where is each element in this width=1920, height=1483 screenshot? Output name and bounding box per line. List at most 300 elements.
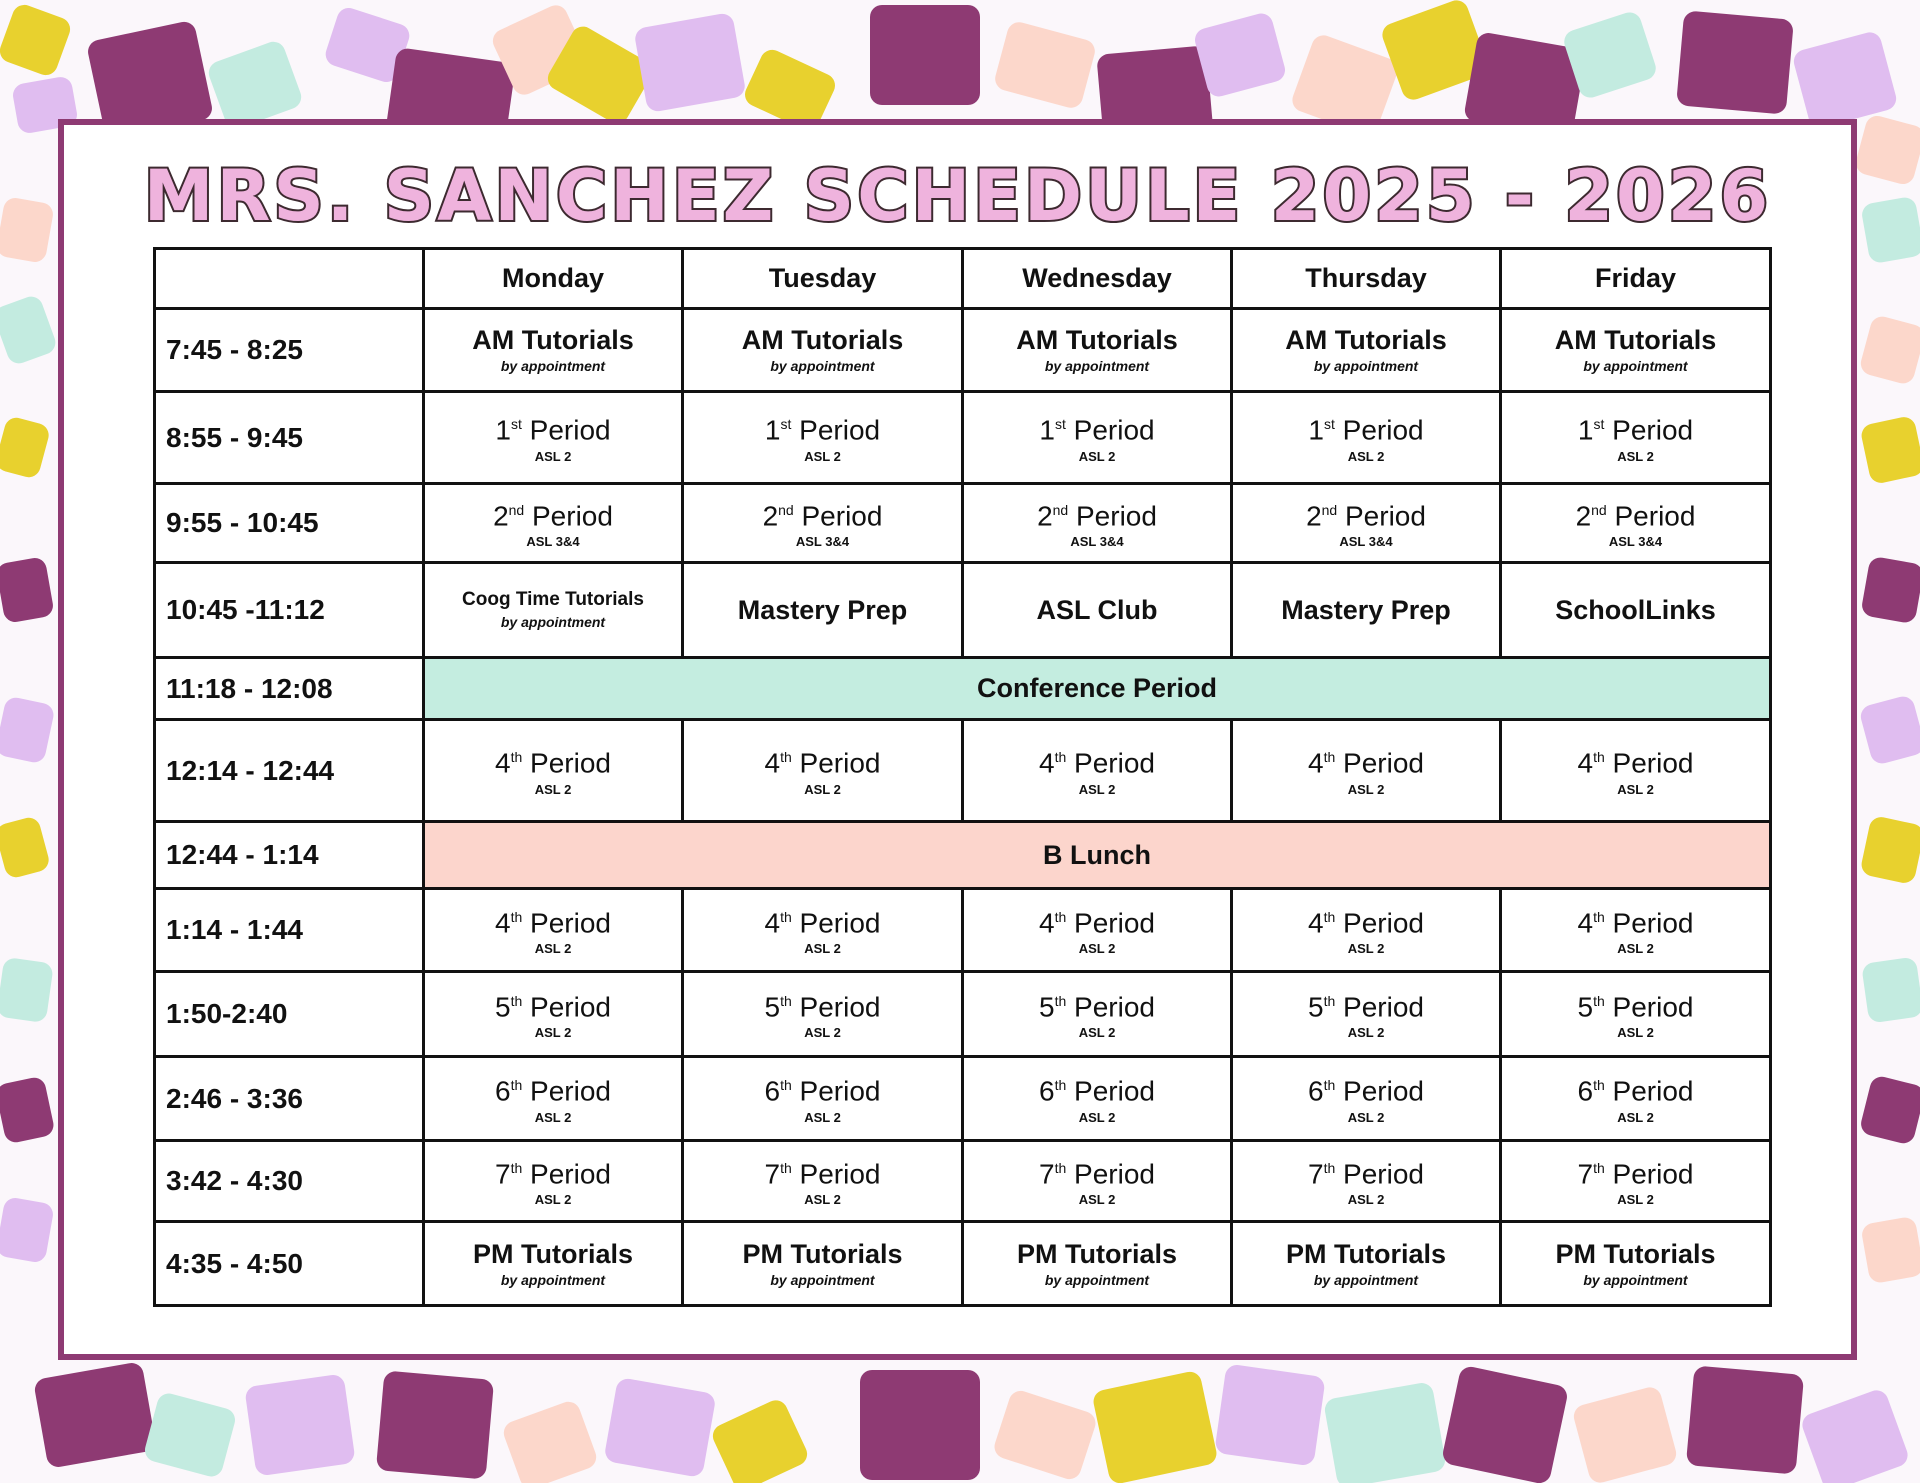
period-label xyxy=(425,1152,681,1190)
confetti-shape xyxy=(0,957,54,1023)
ordinal-suffix: th xyxy=(780,908,792,925)
confetti-shape xyxy=(1859,815,1920,885)
course-label: ASL 2 xyxy=(1347,1192,1385,1208)
period-word: Period xyxy=(1074,991,1155,1023)
period-number: 4 xyxy=(1308,907,1324,939)
confetti-shape xyxy=(870,5,980,105)
period-label xyxy=(964,494,1230,532)
period-label xyxy=(1502,901,1769,939)
period-word: Period xyxy=(1612,907,1694,939)
period-word: Period xyxy=(530,1075,611,1107)
period-word: Period xyxy=(1612,991,1694,1023)
class-cell xyxy=(424,889,683,972)
period-label xyxy=(964,408,1230,446)
class-cell xyxy=(1501,720,1771,822)
period-number: 4 xyxy=(1577,747,1594,779)
activity-label: PM Tutorials xyxy=(1285,1238,1446,1269)
confetti-shape xyxy=(1571,1385,1679,1483)
period-label xyxy=(964,741,1230,779)
period-number: 6 xyxy=(1039,1075,1055,1107)
confetti-shape xyxy=(1676,10,1794,114)
period-number: 5 xyxy=(1039,991,1055,1023)
class-cell xyxy=(424,563,683,658)
period-label xyxy=(684,408,961,446)
class-cell xyxy=(1232,1057,1501,1141)
activity-label: AM Tutorials xyxy=(1016,325,1178,355)
class-cell xyxy=(1501,563,1771,658)
schedule-row xyxy=(155,658,1771,720)
ordinal-suffix: th xyxy=(510,749,523,766)
activity-label: AM Tutorials xyxy=(1285,325,1447,355)
confetti-shape xyxy=(991,1388,1098,1482)
class-cell xyxy=(1232,1141,1501,1222)
course-label: ASL 2 xyxy=(534,448,572,464)
course-label: ASL 2 xyxy=(1078,448,1116,464)
period-label xyxy=(1233,901,1499,939)
ordinal-suffix: th xyxy=(780,1159,792,1176)
course-label: ASL 3&4 xyxy=(1608,534,1663,550)
day-header-wednesday: Wednesday xyxy=(963,249,1232,309)
period-word: Period xyxy=(1074,1075,1155,1107)
ordinal-suffix: th xyxy=(780,1077,792,1094)
ordinal-suffix: st xyxy=(510,416,522,433)
ordinal-suffix: st xyxy=(780,416,792,433)
period-number: 1 xyxy=(1039,414,1055,446)
period-number: 1 xyxy=(495,414,511,446)
period-number: 4 xyxy=(1577,907,1594,939)
appointment-note: by appointment xyxy=(500,1271,606,1288)
schedule-row xyxy=(155,822,1771,889)
course-label: ASL 2 xyxy=(534,781,572,797)
activity-label: Mastery Prep xyxy=(737,595,908,625)
ordinal-suffix: st xyxy=(1054,416,1066,433)
course-label: ASL 2 xyxy=(534,1025,572,1041)
course-label: ASL 3&4 xyxy=(795,534,850,550)
period-word: Period xyxy=(529,414,611,446)
period-word: Period xyxy=(801,500,883,532)
period-label xyxy=(684,741,961,779)
period-number: 5 xyxy=(1308,991,1324,1023)
period-label xyxy=(425,494,681,532)
schedule-row xyxy=(155,392,1771,484)
activity-label: PM Tutorials xyxy=(472,1238,633,1269)
confetti-shape xyxy=(142,1391,237,1479)
period-label xyxy=(684,985,961,1023)
conference-period-band: Conference Period xyxy=(424,658,1771,720)
period-label xyxy=(425,1069,681,1107)
appointment-note: by appointment xyxy=(770,1271,875,1288)
class-cell xyxy=(1501,889,1771,972)
confetti-shape xyxy=(1441,1365,1569,1483)
period-label xyxy=(1233,408,1499,446)
course-label: ASL 2 xyxy=(1078,1192,1116,1208)
class-cell xyxy=(1232,563,1501,658)
ordinal-suffix: th xyxy=(1593,908,1605,925)
period-number: 4 xyxy=(764,907,781,939)
activity-label: SchoolLinks xyxy=(1555,595,1716,625)
page-title: MRS. SANCHEZ SCHEDULE 2025 - 2026 xyxy=(143,155,1772,237)
class-cell xyxy=(1501,972,1771,1057)
period-word: Period xyxy=(1074,747,1155,779)
class-cell xyxy=(424,1057,683,1141)
confetti-shape xyxy=(1323,1381,1447,1483)
period-word: Period xyxy=(1614,500,1696,532)
ordinal-suffix: th xyxy=(1593,1159,1605,1176)
ordinal-suffix: th xyxy=(1593,992,1605,1009)
period-number: 1 xyxy=(764,414,781,446)
ordinal-suffix: th xyxy=(1054,749,1067,766)
period-word: Period xyxy=(799,747,881,779)
class-cell xyxy=(963,1222,1232,1306)
ordinal-suffix: th xyxy=(510,1159,523,1176)
course-label: ASL 2 xyxy=(1617,781,1654,797)
activity-label: AM Tutorials xyxy=(1554,325,1717,355)
confetti-shape xyxy=(1860,556,1920,625)
course-label: ASL 3&4 xyxy=(1070,534,1124,550)
period-word: Period xyxy=(532,500,613,532)
class-cell xyxy=(1501,309,1771,392)
period-number: 1 xyxy=(1577,414,1594,446)
time-cell: 12:14 - 12:44 xyxy=(155,720,424,822)
period-word: Period xyxy=(530,1158,611,1190)
class-cell xyxy=(424,972,683,1057)
class-cell xyxy=(424,392,683,484)
time-cell: 1:50-2:40 xyxy=(155,972,424,1057)
time-cell: 10:45 -11:12 xyxy=(155,563,424,658)
course-label: ASL 2 xyxy=(1347,448,1385,464)
period-word: Period xyxy=(1076,500,1157,532)
ordinal-suffix: th xyxy=(780,992,792,1009)
ordinal-suffix: nd xyxy=(1052,501,1069,518)
ordinal-suffix: th xyxy=(1323,908,1336,925)
confetti-shape xyxy=(0,1075,56,1144)
period-word: Period xyxy=(799,414,881,446)
confetti-shape xyxy=(1860,196,1920,265)
class-cell xyxy=(1501,484,1771,563)
period-number: 2 xyxy=(1037,500,1053,532)
confetti-shape xyxy=(1686,1365,1804,1474)
schedule-row xyxy=(155,889,1771,972)
activity-label: AM Tutorials xyxy=(741,325,904,355)
appointment-note: by appointment xyxy=(1313,358,1419,374)
period-number: 7 xyxy=(1577,1158,1594,1190)
course-label: ASL 2 xyxy=(534,1192,572,1208)
class-cell xyxy=(1232,889,1501,972)
time-cell: 11:18 - 12:08 xyxy=(155,658,424,720)
appointment-note: by appointment xyxy=(770,358,875,374)
appointment-note: by appointment xyxy=(1583,1271,1688,1288)
class-cell xyxy=(963,484,1232,563)
period-number: 2 xyxy=(1306,500,1322,532)
time-cell: 7:45 - 8:25 xyxy=(155,309,424,392)
class-cell xyxy=(963,392,1232,484)
period-label xyxy=(1233,1069,1499,1107)
day-header-tuesday: Tuesday xyxy=(683,249,963,309)
confetti-shape xyxy=(1799,1387,1911,1483)
course-label: ASL 2 xyxy=(1617,1192,1654,1208)
period-label xyxy=(684,901,961,939)
confetti-shape xyxy=(0,2,73,79)
activity-label: AM Tutorials xyxy=(472,325,634,355)
course-label: ASL 3&4 xyxy=(1339,534,1393,550)
class-cell xyxy=(1232,309,1501,392)
period-label xyxy=(1233,494,1499,532)
class-cell xyxy=(963,309,1232,392)
activity-label: Mastery Prep xyxy=(1281,595,1451,625)
period-word: Period xyxy=(1612,414,1694,446)
class-cell xyxy=(963,972,1232,1057)
corner-cell xyxy=(155,249,424,309)
period-label xyxy=(1502,741,1769,779)
activity-label: Coog Time Tutorials xyxy=(462,589,644,610)
confetti-shape xyxy=(603,1377,716,1478)
period-number: 7 xyxy=(1308,1158,1324,1190)
period-word: Period xyxy=(799,991,881,1023)
class-cell xyxy=(963,1057,1232,1141)
schedule-row xyxy=(155,484,1771,563)
ordinal-suffix: th xyxy=(1323,749,1336,766)
period-number: 2 xyxy=(762,500,779,532)
class-cell xyxy=(1232,392,1501,484)
header-row xyxy=(155,249,1771,309)
confetti-shape xyxy=(633,12,746,113)
course-label: ASL 2 xyxy=(804,448,841,464)
schedule-table xyxy=(153,247,1772,1307)
period-word: Period xyxy=(1343,907,1424,939)
class-cell xyxy=(1501,392,1771,484)
confetti-shape xyxy=(0,293,59,366)
course-label: ASL 2 xyxy=(804,781,841,797)
confetti-shape xyxy=(709,1396,811,1483)
class-cell xyxy=(683,1057,963,1141)
course-label: ASL 2 xyxy=(1617,1109,1654,1125)
confetti-shape xyxy=(1214,1363,1326,1466)
period-number: 6 xyxy=(764,1075,781,1107)
period-label xyxy=(1233,1152,1499,1190)
class-cell xyxy=(683,972,963,1057)
confetti-shape xyxy=(1791,30,1899,131)
time-cell: 4:35 - 4:50 xyxy=(155,1222,424,1306)
schedule-row xyxy=(155,720,1771,822)
time-cell: 12:44 - 1:14 xyxy=(155,822,424,889)
course-label: ASL 2 xyxy=(1078,1109,1116,1125)
period-number: 6 xyxy=(1577,1075,1594,1107)
class-cell xyxy=(683,889,963,972)
course-label: ASL 2 xyxy=(534,941,572,957)
confetti-shape xyxy=(1853,113,1920,186)
period-word: Period xyxy=(1612,747,1694,779)
activity-label: PM Tutorials xyxy=(742,1238,903,1269)
class-cell xyxy=(424,720,683,822)
period-number: 4 xyxy=(495,907,511,939)
course-label: ASL 2 xyxy=(1617,448,1654,464)
period-number: 6 xyxy=(1308,1075,1324,1107)
confetti-shape xyxy=(1091,1370,1218,1483)
period-label xyxy=(964,1069,1230,1107)
class-cell xyxy=(963,563,1232,658)
period-number: 2 xyxy=(1575,500,1592,532)
confetti-shape xyxy=(376,1370,494,1479)
course-label: ASL 2 xyxy=(1078,781,1116,797)
period-word: Period xyxy=(530,747,611,779)
period-number: 4 xyxy=(495,747,511,779)
period-word: Period xyxy=(1343,1075,1424,1107)
period-number: 5 xyxy=(764,991,781,1023)
period-label xyxy=(1502,1152,1769,1190)
confetti-shape xyxy=(0,695,56,764)
period-label xyxy=(1502,494,1769,532)
period-word: Period xyxy=(1343,1158,1424,1190)
appointment-note: by appointment xyxy=(500,358,606,374)
confetti-shape xyxy=(0,815,51,880)
lunch-band: B Lunch xyxy=(424,822,1771,889)
period-number: 4 xyxy=(764,747,781,779)
period-word: Period xyxy=(1612,1158,1694,1190)
course-label: ASL 2 xyxy=(804,1109,841,1125)
confetti-shape xyxy=(1858,314,1920,386)
day-header-thursday: Thursday xyxy=(1232,249,1501,309)
activity-label: ASL Club xyxy=(1036,595,1158,625)
confetti-shape xyxy=(1859,415,1920,485)
period-label xyxy=(425,985,681,1023)
period-label xyxy=(1233,741,1499,779)
period-number: 7 xyxy=(495,1158,511,1190)
period-label xyxy=(964,901,1230,939)
ordinal-suffix: th xyxy=(510,992,523,1009)
confetti-shape xyxy=(0,1196,55,1264)
time-cell: 8:55 - 9:45 xyxy=(155,392,424,484)
period-number: 4 xyxy=(1308,747,1324,779)
course-label: ASL 2 xyxy=(804,941,841,957)
class-cell xyxy=(1501,1141,1771,1222)
confetti-shape xyxy=(1859,1074,1920,1146)
confetti-shape xyxy=(1861,956,1920,1023)
class-cell xyxy=(683,484,963,563)
activity-label: PM Tutorials xyxy=(1555,1238,1716,1269)
course-label: ASL 2 xyxy=(1347,1025,1385,1041)
period-number: 4 xyxy=(1039,907,1055,939)
time-cell: 3:42 - 4:30 xyxy=(155,1141,424,1222)
ordinal-suffix: th xyxy=(1054,1077,1067,1094)
class-cell xyxy=(1232,720,1501,822)
period-word: Period xyxy=(1342,414,1424,446)
class-cell xyxy=(683,563,963,658)
confetti-shape xyxy=(0,196,55,264)
period-label xyxy=(1233,985,1499,1023)
ordinal-suffix: th xyxy=(1323,1159,1336,1176)
schedule-row xyxy=(155,309,1771,392)
confetti-shape xyxy=(500,1398,599,1483)
ordinal-suffix: nd xyxy=(1321,501,1338,518)
class-cell xyxy=(1232,484,1501,563)
appointment-note: by appointment xyxy=(1044,1271,1150,1288)
period-label xyxy=(684,494,961,532)
appointment-note: by appointment xyxy=(1044,358,1150,374)
ordinal-suffix: th xyxy=(1054,992,1067,1009)
class-cell xyxy=(1232,1222,1501,1306)
appointment-note: by appointment xyxy=(500,614,606,630)
class-cell xyxy=(683,392,963,484)
class-cell xyxy=(683,1141,963,1222)
confetti-shape xyxy=(1860,1216,1920,1285)
class-cell xyxy=(424,309,683,392)
period-label xyxy=(684,1152,961,1190)
course-label: ASL 2 xyxy=(804,1192,841,1208)
period-word: Period xyxy=(1612,1075,1694,1107)
class-cell xyxy=(963,889,1232,972)
period-label xyxy=(1502,985,1769,1023)
schedule-row xyxy=(155,563,1771,658)
period-label xyxy=(964,985,1230,1023)
course-label: ASL 2 xyxy=(1347,941,1385,957)
period-label xyxy=(425,408,681,446)
period-number: 7 xyxy=(764,1158,781,1190)
course-label: ASL 2 xyxy=(804,1025,841,1041)
period-number: 6 xyxy=(495,1075,511,1107)
course-label: ASL 2 xyxy=(1078,1025,1116,1041)
ordinal-suffix: nd xyxy=(508,501,525,518)
class-cell xyxy=(683,309,963,392)
ordinal-suffix: st xyxy=(1593,416,1605,433)
period-label xyxy=(425,741,681,779)
confetti-shape xyxy=(1858,694,1920,766)
course-label: ASL 2 xyxy=(1617,1025,1654,1041)
period-label xyxy=(964,1152,1230,1190)
period-number: 2 xyxy=(493,500,509,532)
period-number: 4 xyxy=(1039,747,1055,779)
schedule-row xyxy=(155,972,1771,1057)
period-word: Period xyxy=(799,1158,881,1190)
period-number: 7 xyxy=(1039,1158,1055,1190)
schedule-row xyxy=(155,1222,1771,1306)
confetti-shape xyxy=(205,38,304,131)
period-word: Period xyxy=(1074,907,1155,939)
class-cell xyxy=(683,1222,963,1306)
class-cell xyxy=(963,1141,1232,1222)
period-word: Period xyxy=(530,991,611,1023)
day-header-monday: Monday xyxy=(424,249,683,309)
confetti-shape xyxy=(860,1370,980,1480)
period-number: 5 xyxy=(1577,991,1594,1023)
ordinal-suffix: nd xyxy=(778,501,794,518)
day-header-friday: Friday xyxy=(1501,249,1771,309)
period-word: Period xyxy=(799,907,881,939)
appointment-note: by appointment xyxy=(1583,358,1688,374)
time-cell: 1:14 - 1:44 xyxy=(155,889,424,972)
class-cell xyxy=(683,720,963,822)
period-word: Period xyxy=(799,1075,881,1107)
ordinal-suffix: th xyxy=(510,908,523,925)
confetti-shape xyxy=(33,1361,157,1469)
class-cell xyxy=(1501,1222,1771,1306)
course-label: ASL 2 xyxy=(1347,781,1385,797)
schedule-card xyxy=(58,119,1857,1360)
class-cell xyxy=(424,1141,683,1222)
confetti-shape xyxy=(992,20,1097,111)
period-label xyxy=(1502,408,1769,446)
period-label xyxy=(684,1069,961,1107)
course-label: ASL 2 xyxy=(1347,1109,1385,1125)
appointment-note: by appointment xyxy=(1313,1271,1419,1288)
class-cell xyxy=(1232,972,1501,1057)
period-number: 5 xyxy=(495,991,511,1023)
confetti-shape xyxy=(0,415,51,480)
class-cell xyxy=(963,720,1232,822)
ordinal-suffix: th xyxy=(1593,749,1605,766)
class-cell xyxy=(424,484,683,563)
ordinal-suffix: th xyxy=(780,749,792,766)
period-word: Period xyxy=(530,907,611,939)
